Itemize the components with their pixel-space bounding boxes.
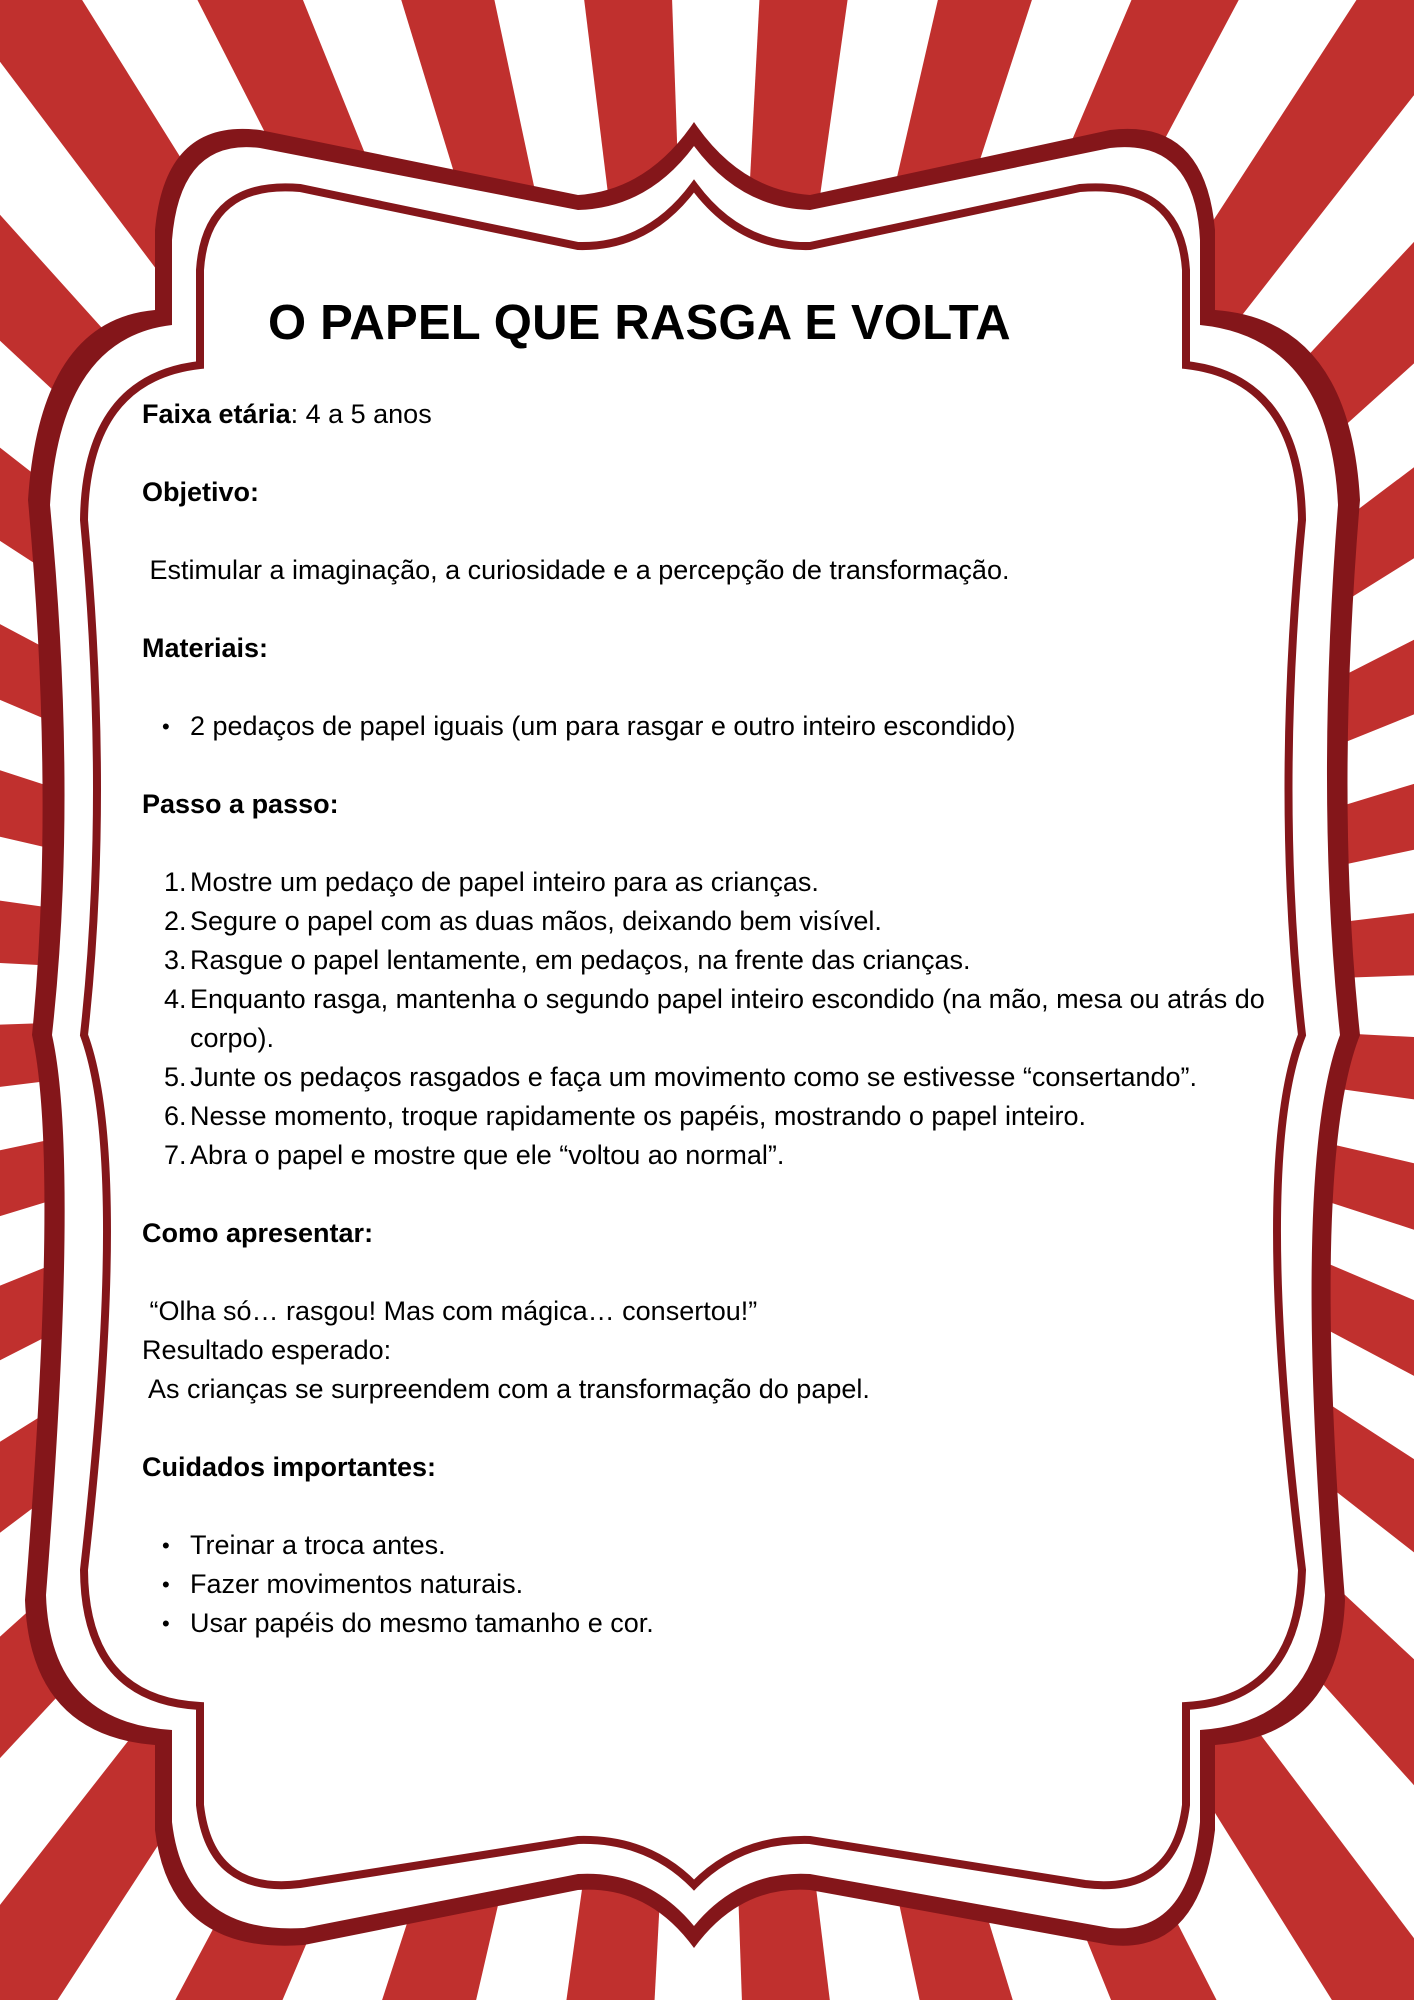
step-number: 4. xyxy=(164,984,187,1014)
step-number: 5. xyxy=(164,1062,187,1092)
apresentar-heading: Como apresentar: xyxy=(142,1218,374,1248)
apresentar-quote: “Olha só… rasgou! Mas com mágica… consertou!” xyxy=(142,1296,758,1326)
objetivo-text: Estimular a imaginação, a curiosidade e a percepção de transformação. xyxy=(142,555,1010,585)
list-item: • Fazer movimentos naturais. xyxy=(142,1565,1292,1604)
step-text: Nesse momento, troque rapidamente os papéis, mostrando o papel inteiro. xyxy=(190,1101,1087,1131)
step-item xyxy=(142,1058,1292,1097)
list-item: • Usar papéis do mesmo tamanho e cor. xyxy=(142,1604,1292,1643)
step-number: 3. xyxy=(164,945,187,975)
materiais-list xyxy=(142,707,1292,746)
cuidados-heading: Cuidados importantes: xyxy=(142,1452,437,1482)
list-item: • 2 pedaços de papel iguais (um para rasgar e outro inteiro escondido) xyxy=(142,707,1292,746)
step-text: Segure o papel com as duas mãos, deixando bem visível. xyxy=(190,906,882,936)
activity-content xyxy=(142,295,1292,1643)
step-number: 2. xyxy=(164,906,187,936)
step-item xyxy=(142,902,1292,941)
step-text: Mostre um pedaço de papel inteiro para as crianças. xyxy=(190,867,819,897)
step-text: Rasgue o papel lentamente, em pedaços, na frente das crianças. xyxy=(190,945,971,975)
resultado-label: Resultado esperado: xyxy=(142,1335,392,1365)
step-item xyxy=(142,941,1292,980)
step-item xyxy=(142,1097,1292,1136)
cuidados-list xyxy=(142,1526,1292,1643)
step-item xyxy=(142,863,1292,902)
resultado-text: As crianças se surpreendem com a transformação do papel. xyxy=(142,1374,870,1404)
list-item: • Treinar a troca antes. xyxy=(142,1526,1292,1565)
materiais-heading: Materiais: xyxy=(142,633,269,663)
faixa-etaria-value: : 4 a 5 anos xyxy=(290,399,432,429)
objetivo-heading: Objetivo: xyxy=(142,477,260,507)
step-number: 7. xyxy=(164,1140,187,1170)
faixa-etaria xyxy=(142,395,1292,434)
step-text: Junte os pedaços rasgados e faça um movimento como se estivesse “consertando”. xyxy=(190,1062,1198,1092)
step-item xyxy=(142,1136,1292,1175)
page-title: O PAPEL QUE RASGA E VOLTA xyxy=(268,296,1011,350)
step-text: Abra o papel e mostre que ele “voltou ao normal”. xyxy=(190,1140,785,1170)
faixa-etaria-label: Faixa etária xyxy=(142,399,291,429)
step-item xyxy=(142,980,1280,1058)
passo-list xyxy=(142,863,1292,1175)
step-number: 1. xyxy=(164,867,187,897)
step-number: 6. xyxy=(164,1101,187,1131)
step-text: Enquanto rasga, mantenha o segundo papel inteiro escondido (na mão, mesa ou atrás do corpo). xyxy=(190,984,1265,1053)
passo-heading: Passo a passo: xyxy=(142,789,339,819)
